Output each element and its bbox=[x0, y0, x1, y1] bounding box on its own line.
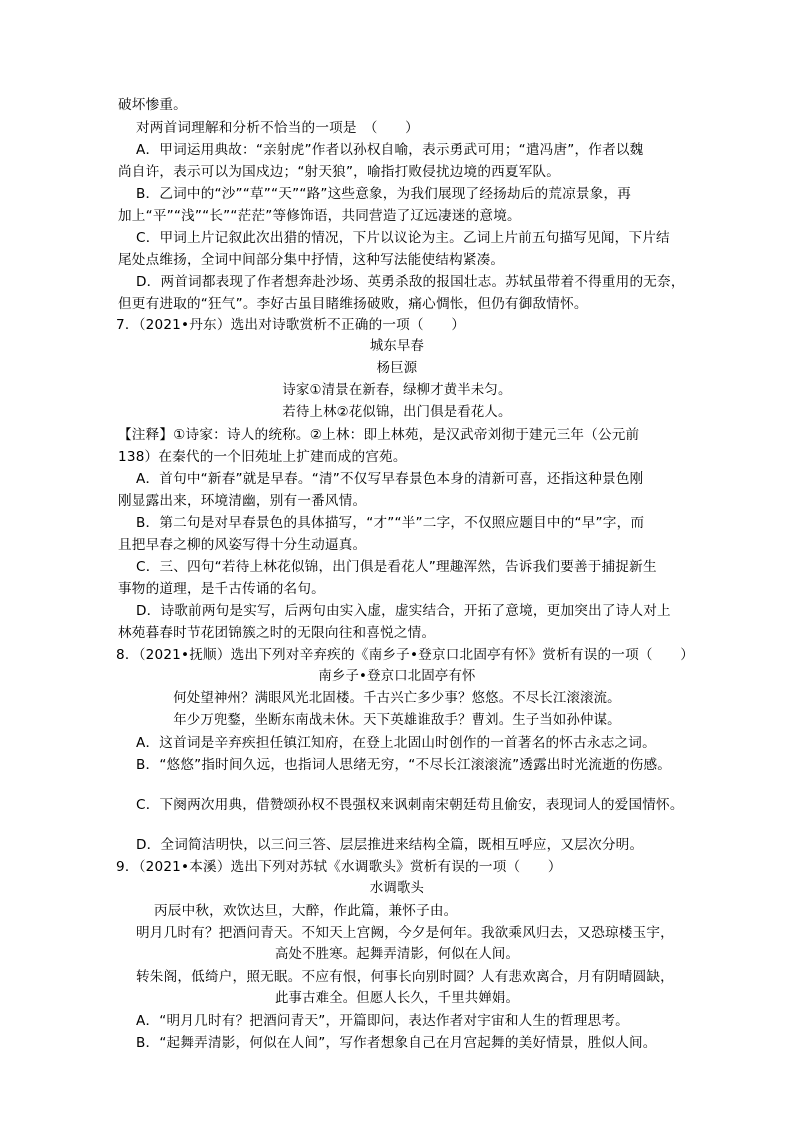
q6-question-stem: 对两首词理解和分析不恰当的一项是 （ ） bbox=[136, 120, 419, 136]
q7-poem-line2: 若待上林②花似锦，出门俱是看花人。 bbox=[282, 405, 512, 420]
q8-option-d: D．全词简洁明快，以三问三答、层层推进来结构全篇，既相互呼应，又层次分明。 bbox=[136, 837, 644, 853]
q6-option-a-line2: 尚自许，表示可以为国戍边；“射天狼”，喻指打败侵扰边境的西夏军队。 bbox=[118, 164, 561, 180]
q7-option-b-line1: B．第二句是对早春景色的具体描写，“才”“半”二字，不仅照应题目中的“早”字，而 bbox=[136, 515, 645, 531]
q9-poem-line1-cont: 高处不胜寒。起舞弄清影，何似在人间。 bbox=[274, 947, 520, 962]
q6-option-d-line2: 但更有进取的“狂气”。李好古虽目睹维扬破败，痛心惆怅，但仍有御敌情怀。 bbox=[118, 296, 588, 312]
q7-option-c-line1: C．三、四句“若待上林花似锦，出门俱是看花人”理趣浑然，告诉我们要善于捕捉新生 bbox=[136, 559, 657, 575]
q7-stem: 7．（2021•丹东）选出对诗歌赏析不正确的一项（ ） bbox=[116, 317, 466, 333]
q7-note-line1: 【注释】①诗家：诗人的统称。②上林：即上林苑，是汉武帝刘彻于建元三年（公元前 bbox=[118, 427, 640, 443]
q7-poem-line1: 诗家①清景在新春，绿柳才黄半未匀。 bbox=[282, 383, 512, 398]
q9-poem-preface: 丙辰中秋，欢饮达旦，大醉，作此篇，兼怀子由。 bbox=[154, 903, 458, 919]
q7-option-d-line2: 林苑暮春时节花团锦簇之时的无限向往和喜悦之情。 bbox=[118, 625, 436, 641]
q6-option-c-line2: 尾处点维扬，全词中间部分集中抒情，这种写法能使结构紧凑。 bbox=[118, 252, 505, 268]
q9-poem-line2-cont: 此事古难全。但愿人长久，千里共婵娟。 bbox=[274, 991, 520, 1006]
q6-option-d-line1: D．两首词都表现了作者想奔赴沙场、英勇杀敌的报国壮志。苏轼虽带着不得重用的无奈， bbox=[136, 274, 685, 290]
q6-option-b-line2: 加上“平”“浅”“长”“茫茫”等修饰语，共同营造了辽远凄迷的意境。 bbox=[118, 208, 521, 224]
q7-poem-author: 杨巨源 bbox=[376, 361, 418, 376]
q8-poem-title: 南乡子•登京口北固亭有怀 bbox=[318, 669, 476, 684]
q8-option-c: C．下阕两次用典，借赞颂孙权不畏强权来讽刺南宋朝廷苟且偷安，表现词人的爱国情怀。 bbox=[136, 797, 684, 813]
q8-poem-line1: 何处望神州？满眼风光北固楼。千古兴亡多少事？悠悠。不尽长江滚滚流。 bbox=[173, 691, 621, 706]
q7-option-a-line2: 刚显露出来，环境清幽，别有一番风情。 bbox=[118, 493, 367, 509]
q8-option-a: A．这首词是辛弃疾担任镇江知府，在登上北固山时创作的一首著名的怀古永志之词。 bbox=[136, 735, 656, 751]
q9-poem-line2: 转朱阁，低绮户，照无眠。不应有恨，何事长向别时圆？人有悲欢离合，月有阴晴圆缺， bbox=[136, 969, 674, 985]
q9-poem-line1: 明月几时有？把酒问青天。不知天上宫阙，今夕是何年。我欲乘风归去，又恐琼楼玉宇， bbox=[136, 925, 674, 941]
q7-option-c-line2: 事物的道理，是千古传诵的名句。 bbox=[118, 581, 325, 597]
q9-stem: 9．（2021•本溪）选出下列对苏轼《水调歌头》赏析有误的一项（ ） bbox=[116, 859, 562, 875]
q7-note-line2: 138）在秦代的一个旧苑址上扩建而成的宫苑。 bbox=[118, 449, 407, 465]
q9-option-b: B．“起舞弄清影，何似在人间”，写作者想象自己在月宫起舞的美好情景，胜似人间。 bbox=[136, 1035, 657, 1051]
q9-option-a: A．“明月几时有？把酒问青天”，开篇即问，表达作者对宇宙和人生的哲理思考。 bbox=[136, 1013, 629, 1029]
q9-poem-title: 水调歌头 bbox=[369, 881, 425, 896]
q8-option-b: B．“悠悠”指时间久远，也指词人思绪无穷，“不尽长江滚滚流”透露出时光流逝的伤感。 bbox=[136, 757, 672, 773]
q7-option-b-line2: 且把早春之柳的风姿写得十分生动逼真。 bbox=[118, 537, 367, 553]
q7-poem-title: 城东早春 bbox=[369, 339, 425, 354]
q7-option-a-line1: A．首句中“新春”就是早春。“清”不仅写早春景色本身的清新可喜，还指这种景色刚 bbox=[136, 471, 644, 487]
q6-option-a-line1: A．甲词运用典故：“亲射虎”作者以孙权自喻，表示勇武可用；“遣冯唐”，作者以魏 bbox=[136, 142, 644, 158]
q8-stem: 8．（2021•抚顺）选出下列对辛弃疾的《南乡子•登京口北固亭有怀》赏析有误的一项（ ） bbox=[116, 647, 695, 663]
q6-option-b-line1: B．乙词中的“沙”“草”“天”“路”这些意象，为我们展现了经扬劫后的荒凉景象，再 bbox=[136, 186, 632, 202]
q6-tail-text: 破坏惨重。 bbox=[118, 97, 187, 113]
q8-poem-line2: 年少万兜鍪，坐断东南战未休。天下英雄谁敌手？曹刘。生子当如孙仲谋。 bbox=[173, 713, 621, 728]
q7-option-d-line1: D．诗歌前两句是实写，后两句由实入虚，虚实结合，开拓了意境，更加突出了诗人对上 bbox=[136, 603, 671, 619]
q6-option-c-line1: C．甲词上片记叙此次出猎的情况，下片以议论为主。乙词上片前五句描写见闻，下片结 bbox=[136, 230, 670, 246]
